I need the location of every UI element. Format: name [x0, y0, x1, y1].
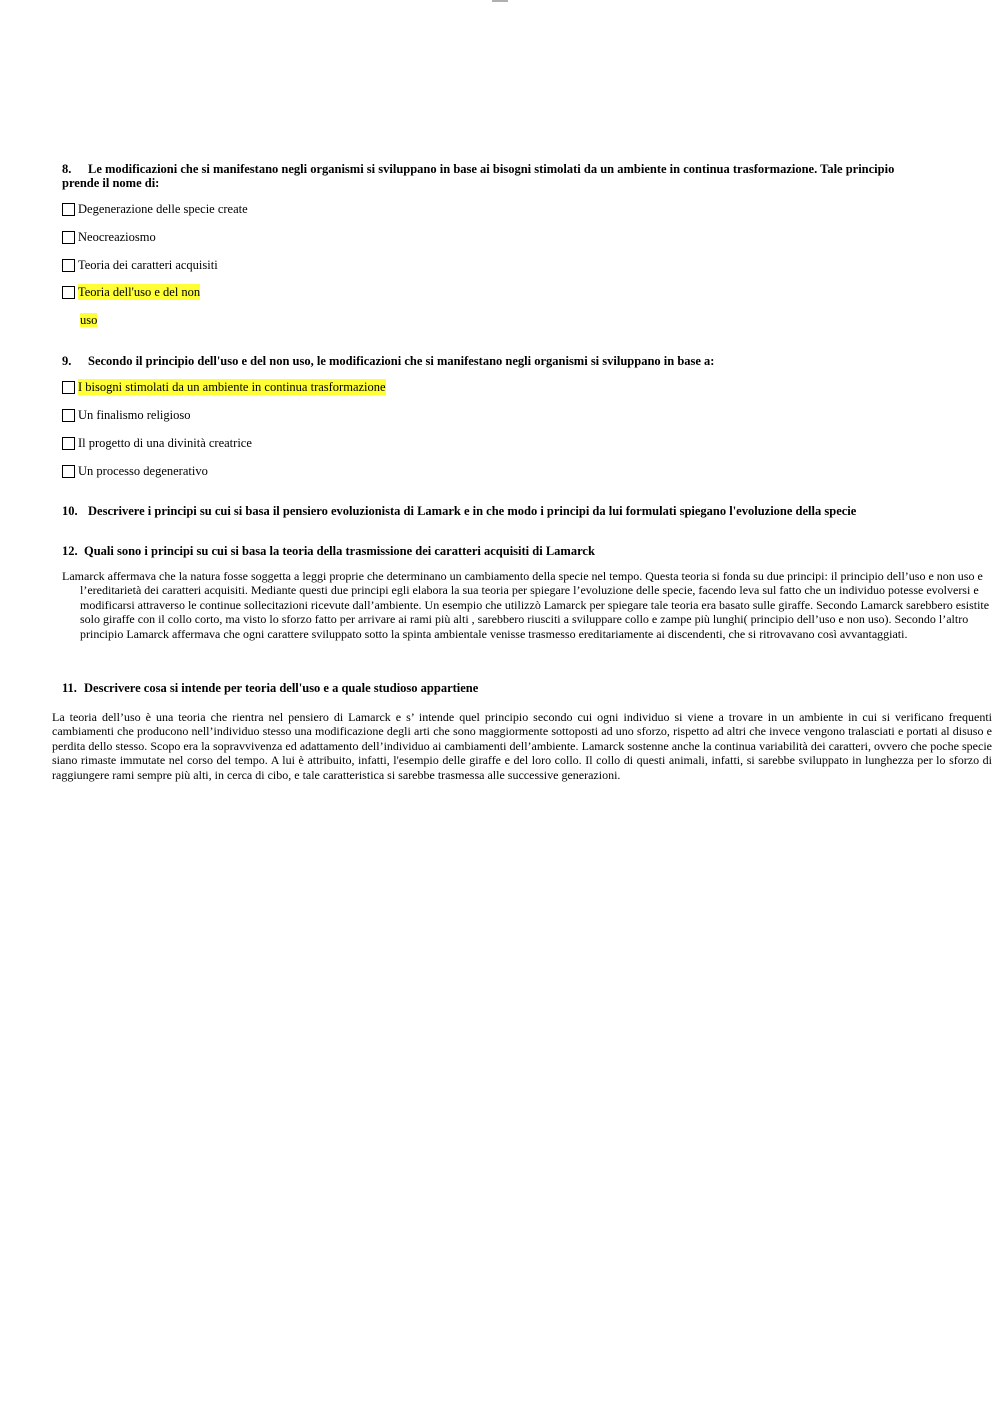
option-label-highlighted: I bisogni stimolati da un ambiente in continua trasformazione: [78, 380, 386, 394]
question-11-title: [62, 681, 962, 695]
question-8-title: [62, 162, 922, 190]
page-header-mark: [492, 0, 508, 2]
question-12-title: [62, 544, 962, 558]
option-label: Un processo degenerativo: [78, 464, 208, 478]
checkbox[interactable]: [62, 437, 75, 450]
question-8-option-2[interactable]: [62, 229, 156, 245]
question-8-option-4[interactable]: [62, 284, 200, 300]
option-label: Il progetto di una divinità creatrice: [78, 436, 252, 450]
question-12-text: Quali sono i principi su cui si basa la teoria della trasmissione dei caratteri acquisiti di Lamarck: [84, 544, 595, 558]
question-12-number: 12.: [62, 544, 78, 558]
checkbox[interactable]: [62, 286, 75, 299]
question-8-option-3[interactable]: [62, 257, 218, 273]
question-9-option-1[interactable]: [62, 379, 386, 395]
option-label: Neocreaziosmo: [78, 230, 156, 244]
option-label: Teoria dei caratteri acquisiti: [78, 258, 218, 272]
question-8-number: 8.: [62, 162, 72, 176]
question-10-number: 10.: [62, 504, 78, 518]
question-12-answer: Lamarck affermava che la natura fosse soggetta a leggi proprie che determinano un cambiamento della specie nel tempo. Questa teoria si fonda su due principi: il principio dell’uso e non uso e l’ereditarietà dei caratteri acquisiti. Mediante questi due principi egli elabora la sua teoria per spiegare l’evoluzione delle specie, facendo leva sul fatto che un individuo potesse evolversi e modificarsi attraverso le continue sollecitazioni ricevute dall’ambiente. Un esempio che utilizzò Lamarck per spiegare tale teoria era basato sulle giraffe. Secondo Lamarck sarebbero esistite solo giraffe con il collo corto, ma visto lo sforzo fatto per arrivare ai rami più alti , sarebbero riusciti a sviluppare collo e zampe più lunghi( principio dell’uso e non uso). Secondo l’altro principio Lamarck affermava che ogni carattere sviluppato sotto la spinta ambientale venisse trasmesso ereditariamente ai discendenti, che si ritrovavano così avvantaggiati.: [62, 569, 990, 641]
question-9-title: [62, 354, 962, 368]
checkbox[interactable]: [62, 381, 75, 394]
question-9-number: 9.: [62, 354, 72, 368]
question-9-option-4[interactable]: [62, 463, 208, 479]
question-8-text-line1: Le modificazioni che si manifestano negli organismi si sviluppano in base ai bisogni stimolati da un ambiente in continua trasformazione. Tale principio: [88, 162, 895, 176]
checkbox[interactable]: [62, 465, 75, 478]
question-8-text-line2: prende il nome di:: [62, 176, 160, 190]
checkbox[interactable]: [62, 231, 75, 244]
question-9-option-3[interactable]: [62, 435, 252, 451]
question-11-answer: La teoria dell’uso è una teoria che rientra nel pensiero di Lamarck e s’ intende quel principio secondo cui ogni individuo si viene a trovare in un ambiente in cui si verificano frequenti cambiamenti che producono nell’individuo stesso una modificazione degli arti che sono maggiormente sottoposti ad uno sforzo, rispetto ad altri che invece vengono tralasciati e portati al disuso e perdita dello stesso. Scopo era la sopravvivenza ed adattamento dell’individuo ai cambiamenti dell’ambiente. Lamarck sostenne anche la continua variabilità dei caratteri, ovvero che poche specie siano rimaste immutate nel corso del tempo. A lui è attribuito, infatti, l'esempio delle giraffe e del loro collo. Il collo di questi animali, infatti, si sarebbe sviluppato in lunghezza per lo sforzo di raggiungere rami sempre più alti, in cerca di cibo, e tale caratteristica si sarebbe trasmessa alle successive generazioni.: [52, 710, 992, 782]
question-11-text: Descrivere cosa si intende per teoria dell'uso e a quale studioso appartiene: [84, 681, 479, 695]
question-11-number: 11.: [62, 681, 77, 695]
checkbox[interactable]: [62, 409, 75, 422]
option-label: Un finalismo religioso: [78, 408, 191, 422]
option-label: Degenerazione delle specie create: [78, 202, 248, 216]
question-8-option-1[interactable]: [62, 201, 248, 217]
checkbox[interactable]: [62, 203, 75, 216]
question-8-option-4-continuation: uso: [80, 313, 98, 327]
checkbox[interactable]: [62, 259, 75, 272]
option-label-highlighted: Teoria dell'uso e del non: [78, 285, 201, 299]
question-9-option-2[interactable]: [62, 407, 191, 423]
question-9-text: Secondo il principio dell'uso e del non uso, le modificazioni che si manifestano negli organismi si sviluppano in base a:: [88, 354, 715, 368]
question-10-text: Descrivere i principi su cui si basa il pensiero evoluzionista di Lamark e in che modo i principi da lui formulati spiegano l'evoluzione della specie: [88, 504, 857, 518]
question-10-title: [62, 504, 962, 518]
